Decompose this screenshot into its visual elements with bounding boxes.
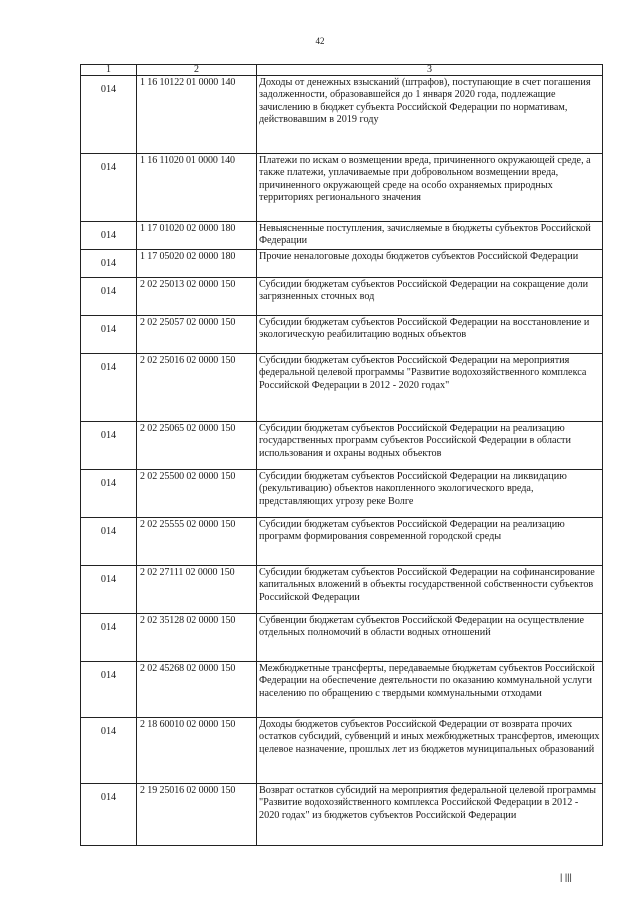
column-header-3: 3 [257, 65, 603, 76]
budget-code-cell: 2 02 25057 02 0000 150 [137, 316, 257, 354]
revenue-description-cell: Прочие неналоговые доходы бюджетов субъектов Российской Федерации [257, 250, 603, 278]
table-row [81, 222, 603, 250]
revenue-description-cell: Межбюджетные трансферты, передаваемые бюджетам субъектов Российской Федерации на обеспечение деятельности по оказанию коммунальной услуги населению по обращению с твердыми коммунальными отходами [257, 662, 603, 718]
table-row [81, 784, 603, 846]
admin-code-cell: 014 [81, 422, 137, 470]
budget-code-cell: 2 02 25555 02 0000 150 [137, 518, 257, 566]
table-row [81, 154, 603, 222]
revenue-description-cell: Субсидии бюджетам субъектов Российской Федерации на сокращение доли загрязненных сточных вод [257, 278, 603, 316]
table-row [81, 354, 603, 422]
budget-code-cell: 1 16 10122 01 0000 140 [137, 76, 257, 154]
corner-mark: | ||| [560, 872, 572, 882]
table-row [81, 566, 603, 614]
admin-code-cell: 014 [81, 316, 137, 354]
admin-code-cell: 014 [81, 784, 137, 846]
table-row [81, 316, 603, 354]
admin-code-cell: 014 [81, 518, 137, 566]
revenue-description-cell: Субсидии бюджетам субъектов Российской Федерации на реализацию государственных программ субъектов Российской Федерации в области использования и охраны водных объектов [257, 422, 603, 470]
revenue-description-cell: Субсидии бюджетам субъектов Российской Федерации на реализацию программ формирования современной городской среды [257, 518, 603, 566]
admin-code-cell: 014 [81, 470, 137, 518]
admin-code-cell: 014 [81, 278, 137, 316]
table-row [81, 718, 603, 784]
revenue-description-cell: Доходы бюджетов субъектов Российской Федерации от возврата прочих остатков субсидий, субвенций и иных межбюджетных трансфертов, имеющих целевое назначение, прошлых лет из бюджетов муниципальных образований [257, 718, 603, 784]
admin-code-cell: 014 [81, 614, 137, 662]
revenue-description-cell: Доходы от денежных взысканий (штрафов), поступающие в счет погашения задолженности, образовавшейся до 1 января 2020 года, подлежащие зачислению в бюджет субъекта Российской Федерации по нормативам, действовавшим в 2019 году [257, 76, 603, 154]
revenue-description-cell: Субсидии бюджетам субъектов Российской Федерации на ликвидацию (рекультивацию) объектов накопленного экологического вреда, представляющих угрозу реке Волге [257, 470, 603, 518]
admin-code-cell: 014 [81, 566, 137, 614]
page-number: 42 [315, 36, 325, 46]
revenue-description-cell: Субвенции бюджетам субъектов Российской Федерации на осуществление отдельных полномочий в области водных отношений [257, 614, 603, 662]
budget-code-cell: 1 16 11020 01 0000 140 [137, 154, 257, 222]
revenue-description-cell: Субсидии бюджетам субъектов Российской Федерации на восстановление и экологическую реабилитацию водных объектов [257, 316, 603, 354]
budget-code-cell: 2 18 60010 02 0000 150 [137, 718, 257, 784]
budget-code-cell: 2 02 25500 02 0000 150 [137, 470, 257, 518]
table-row [81, 518, 603, 566]
admin-code-cell: 014 [81, 222, 137, 250]
budget-code-cell: 2 02 25065 02 0000 150 [137, 422, 257, 470]
revenue-description-cell: Возврат остатков субсидий на мероприятия федеральной целевой программы "Развитие водохозяйственного комплекса Российской Федерации в 2012 - 2020 годах" из бюджетов субъектов Российской Федерации [257, 784, 603, 846]
table-row [81, 662, 603, 718]
table-row [81, 278, 603, 316]
admin-code-cell: 014 [81, 354, 137, 422]
admin-code-cell: 014 [81, 76, 137, 154]
admin-code-cell: 014 [81, 662, 137, 718]
budget-code-cell: 2 19 25016 02 0000 150 [137, 784, 257, 846]
admin-code-cell: 014 [81, 718, 137, 784]
budget-code-cell: 2 02 25016 02 0000 150 [137, 354, 257, 422]
revenue-description-cell: Субсидии бюджетам субъектов Российской Федерации на софинансирование капитальных вложений в объекты государственной собственности субъектов Российской Федерации [257, 566, 603, 614]
revenue-description-cell: Платежи по искам о возмещении вреда, причиненного окружающей среде, а также платежи, уплачиваемые при добровольном возмещении вреда, причиненного окружающей среде на особо охраняемых природных территориях регионального значения [257, 154, 603, 222]
table-row [81, 250, 603, 278]
budget-code-cell: 2 02 25013 02 0000 150 [137, 278, 257, 316]
budget-code-cell: 1 17 01020 02 0000 180 [137, 222, 257, 250]
column-header-1: 1 [81, 65, 137, 76]
admin-code-cell: 014 [81, 250, 137, 278]
column-header-2: 2 [137, 65, 257, 76]
budget-code-cell: 1 17 05020 02 0000 180 [137, 250, 257, 278]
table-row [81, 422, 603, 470]
revenue-description-cell: Невыясненные поступления, зачисляемые в бюджеты субъектов Российской Федерации [257, 222, 603, 250]
table-row [81, 470, 603, 518]
budget-code-cell: 2 02 45268 02 0000 150 [137, 662, 257, 718]
budget-code-cell: 2 02 35128 02 0000 150 [137, 614, 257, 662]
table-row [81, 614, 603, 662]
admin-code-cell: 014 [81, 154, 137, 222]
revenue-description-cell: Субсидии бюджетам субъектов Российской Федерации на мероприятия федеральной целевой программы "Развитие водохозяйственного комплекса Российской Федерации в 2012 - 2020 годах" [257, 354, 603, 422]
table-header-row [81, 65, 603, 76]
budget-classification-table [80, 64, 603, 846]
budget-code-cell: 2 02 27111 02 0000 150 [137, 566, 257, 614]
table-row [81, 76, 603, 154]
